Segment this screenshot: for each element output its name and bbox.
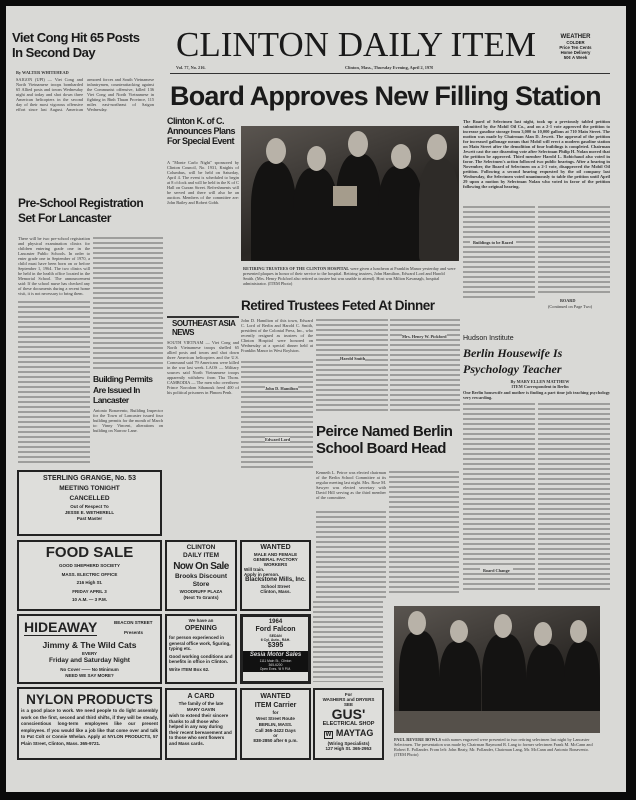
main-subhead: Buildings to be Razed bbox=[470, 240, 516, 245]
maytag-logo bbox=[317, 728, 380, 741]
delivery: Home Delivery bbox=[560, 50, 591, 55]
hospital-trustees-photo bbox=[241, 126, 459, 261]
ad-line: ELECTRICAL SHOP bbox=[322, 721, 375, 727]
ad-line: Good working conditions and benefits in office in Clinton. bbox=[169, 653, 233, 664]
ad-line: 10 A.M. — 3 P.M. bbox=[71, 597, 107, 602]
ad-line: SEDAN bbox=[269, 634, 282, 638]
ad-line: We have an bbox=[188, 618, 214, 623]
ad-line: CANCELLED bbox=[69, 495, 110, 502]
masthead-title: CLINTON DAILY ITEM bbox=[176, 25, 537, 64]
photo-credit: (ITEM Photo) bbox=[267, 281, 293, 286]
ad-line: Jimmy & The Wild Cats bbox=[42, 640, 137, 650]
hudson-column bbox=[538, 402, 610, 592]
volume-number: Vol. 77, No. 216. bbox=[176, 65, 206, 70]
ad-line: Presents bbox=[124, 630, 144, 635]
weather-forecast: COLDER bbox=[566, 40, 585, 45]
jump-line: (Continued on Page Two) bbox=[548, 304, 593, 309]
main-article-column bbox=[538, 205, 610, 295]
factory-workers-ad bbox=[240, 540, 311, 611]
ad-line: Write ITEM Box 62. bbox=[169, 666, 210, 672]
trustees-column bbox=[241, 360, 313, 470]
ad-line: GOOD SHEPHERD SOCIETY bbox=[58, 563, 120, 568]
paul-revere-bowls-photo bbox=[394, 606, 600, 733]
ad-title: STERLING GRANGE, No. 53 bbox=[43, 475, 136, 482]
ad-line: 1964 bbox=[268, 619, 283, 625]
photo2-caption bbox=[394, 737, 600, 757]
ad-line: 216 High St. bbox=[76, 580, 103, 585]
peirce-column bbox=[389, 470, 459, 595]
price: Price Ten Cents bbox=[559, 45, 592, 50]
ad-price: $395 bbox=[267, 642, 284, 649]
ad-line: 127 High St. 365-2953 bbox=[325, 746, 372, 751]
ad-line: For bbox=[344, 692, 353, 697]
ad-line: WASHERS and DRYERS bbox=[322, 697, 375, 702]
main-article-lead: The Board of Selectmen last night, took up a previously tabled petition submitted by the Mobil Oil Co., and on a 2-1 vote approved the petition to increase gasoline storage from 3,000 to 10,000 gallons at 710 Main Street. The motion was made by Chairman Alan D. Jewett. The approval of the petition for increased gallonage means that Mobil will erect a modern gasoline station on Main Street after the demolition of four buildings is completed. Chairman Jewett cast the one dissenting vote after Selectman Philip H. Nolan moved that the petition be approved. Third member Harold L. Robichaud also voted in favor. The Selectmen's action followed two public hearings. After a hearing in November, the Board of Selectmen on a 2-1 vote, disapproved the Mobil Oil petition. Following a second hearing requested by the oil company last Wednesday, the Selectmen voted unanimously to table the petition until April 29 upon a motion by Selectman Nolan who voted in favor of the petition following the original hearing. bbox=[463, 119, 610, 189]
main-headline: Board Approves New Filling Station bbox=[170, 81, 601, 111]
weather-box bbox=[553, 34, 598, 60]
weather-label: WEATHER bbox=[560, 34, 591, 40]
hideaway-ad bbox=[17, 614, 162, 684]
ad-line: BERLIN, MASS. bbox=[258, 722, 293, 727]
viet-byline: By WALTER WHITEHEAD bbox=[16, 70, 69, 75]
ad-line: Out of Respect To bbox=[70, 504, 109, 509]
seasia-headline: SOUTHEAST ASIA NEWS bbox=[172, 319, 236, 337]
ad-line: (Next To Grants) bbox=[183, 595, 219, 600]
seasia-text: SOUTH VIETNAM — Viet Cong and North Vietnamese troops shelled 65 allied posts and towns and shot down three American helicopters and the U.S. Command said 79 Americans were killed in the war last week. LAOS — Military sources said North Vietnamese troops apparently withdrew from Tha Thom. CAMBODIA — The men who overthrew Prince Norodom Sihanouk freed 400 of his political prisoners in Phnom Penh. bbox=[167, 340, 239, 395]
ad-title: FOOD SALE bbox=[45, 544, 134, 561]
caption-text: were given a luncheon at Franklin Manor yesterday and were presented plaques in honor of their service to the hospital. Retiring trustees, John Hamilton, Edward Lord and Harold Smith. (Mrs. Henry Pickford also retired as trustee but was unable to attend). Host was Milton Kavanagh, hospital administrator. bbox=[243, 266, 456, 286]
trustees-text: John D. Hamilton of this town, Edward C. Lord of Berlin and Harold C. Smith, president of the Colonial Press, Inc., who recently resigned as trustees of the Clinton Hospital were honored on Wednesday at a special dinner held at Franklin Manor in West Boylston. bbox=[241, 318, 313, 353]
ad-line: ITEM Carrier bbox=[254, 702, 297, 709]
ad-line: Apply in person. bbox=[244, 572, 280, 577]
ad-line: Blackstone Mills, Inc. bbox=[245, 577, 306, 583]
ad-line: 365-6200 bbox=[268, 663, 283, 667]
ad-line: Friday and Saturday Night bbox=[49, 657, 130, 664]
ad-title: GUS' bbox=[331, 706, 366, 722]
ad-title: WANTED bbox=[260, 693, 291, 700]
preschool-headline: Pre-School Registration Set For Lancaster bbox=[18, 196, 144, 225]
caption-lead: PAUL REVERE BOWLS bbox=[394, 737, 441, 742]
preschool-column bbox=[93, 236, 163, 371]
ad-line: MEETING TONIGHT bbox=[59, 485, 120, 492]
card-of-thanks-ad bbox=[165, 688, 237, 760]
ad-line: wish to extend their sincere thanks to all those who helped in any way during their recent bereavement and to those who sent flowers and Mass cards. bbox=[169, 713, 232, 746]
nylon-products-ad bbox=[17, 687, 162, 760]
ad-line: or bbox=[273, 733, 278, 738]
ad-title: Ford Falcon bbox=[255, 626, 296, 633]
trustees-headline: Retired Trustees Feted At Dinner bbox=[241, 298, 435, 313]
hudson-subhead: Board Change bbox=[480, 568, 513, 573]
divider bbox=[167, 316, 239, 318]
viet-text: SAIGON (UPI) — Viet Cong and North Vietnamese troops bombarded 65 Allied posts and towns Wednesday night and today and shot down three American helicopters in the second day of their most vigorous offensive effort since last August. American armored forces and South Vietnamese infantrymen, counterattacking against the Communist offensive, killed 136 Viet Cong and North Vietnamese in fighting in Binh Thuan Province, 115 miles east-northeast of Saigon Wednesday. bbox=[16, 77, 154, 112]
hudson-byline: By MARY ELLEN MATTHEW bbox=[510, 379, 570, 384]
ad-line: for person experienced in general office work, figuring, typing etc. bbox=[169, 635, 231, 651]
peirce-text: Kenneth L. Peirce was elected chairman of the Berlin School Committee at its regular meeting last night. Mrs. Rose M. Sawyer was elected secretary with David Hill serving as the third member of the committee. bbox=[316, 470, 386, 500]
peirce-headline: Peirce Named Berlin School Board Head bbox=[316, 423, 453, 457]
ad-text: is a good place to work. We need people to do light assembly work on the first, second and third shifts, if they will be steady, conscientious long-term employees like our present employees. If you would like a job like that come over and talk to Pat Colt or Connie Whelan. Apply at NYLON PRODUCTS, 57 Plain Street, Clinton, Mass. 365-9721. bbox=[21, 708, 158, 746]
ad-line: Open Eves. 'til 9 P.M. bbox=[259, 667, 292, 671]
kofc-headline: Clinton K. of C. Announces Plans For Special Event bbox=[167, 116, 236, 146]
ad-line: WORKERS bbox=[263, 562, 288, 567]
ad-line: No Cover —— No Minimum bbox=[60, 667, 119, 672]
ad-title: HIDEAWAY bbox=[24, 619, 98, 635]
caption-lead: RETIRING TRUSTEES OF THE CLINTON HOSPITAL bbox=[243, 266, 350, 271]
subhead: Mrs. Henry W. Pickford bbox=[402, 334, 447, 339]
subhead: John D. Hamilton bbox=[265, 386, 298, 391]
ad-line: Will train. bbox=[244, 567, 265, 572]
preschool-column bbox=[18, 300, 90, 465]
kofc-text: A "Monte Carlo Night" sponsored by Clinton Council, No. 1931, Knights of Columbus, will be held on Saturday, April 4. The event is scheduled to begin at 8 o'clock and will be held in the K of C Hall on Curran Street. Refreshments will be served and there will also be an auction. Members of the committee are: John Bailey and Robert Gobb. bbox=[167, 160, 239, 205]
food-sale-ad bbox=[17, 540, 162, 611]
ad-line: EVERY bbox=[81, 651, 98, 656]
hudson-column bbox=[463, 402, 535, 592]
job-opening-ad bbox=[165, 614, 237, 684]
dateline: Clinton, Mass., Thursday Evening, April 2, 1970 bbox=[345, 65, 434, 70]
ad-line: for bbox=[272, 710, 279, 715]
trustees-column bbox=[316, 318, 388, 413]
peirce-column-continued bbox=[313, 600, 383, 682]
ford-falcon-ad bbox=[240, 614, 311, 684]
dealer-name: Sesia Motor Sales bbox=[249, 652, 302, 658]
subhead: Harold Smith bbox=[340, 356, 366, 361]
delivery-price: 50¢ A Week bbox=[563, 55, 588, 60]
ad-line: NEED WE SAY MORE? bbox=[65, 673, 114, 678]
ad-line: MALE AND FEMALE bbox=[253, 552, 298, 557]
item-on-sale-ad bbox=[165, 540, 237, 611]
preschool-text: There will be two pre-school registration and physical examination clinics for children entering grade one in the Lancaster Public Schools. In order to enter grade one in September of 1970, a child must have been born on or before September 1, 1964. The two clinics will be held in the health office located in the Memorial School. The announcement said: If the school nurse has checked any of these documents during a recent home visit, it is not necessary to bring them. bbox=[18, 236, 90, 296]
maytag-icon: W bbox=[325, 732, 332, 738]
ad-line: CLINTON bbox=[186, 544, 216, 551]
peirce-column bbox=[316, 510, 386, 600]
ad-line: 1111 Main St., Clinton bbox=[259, 659, 292, 663]
ad-line: Past Master bbox=[76, 516, 103, 521]
ad-line: MARY GAVIN bbox=[186, 707, 216, 712]
viet-headline: Viet Cong Hit 65 Posts In Second Day bbox=[12, 30, 140, 60]
sterling-grange-ad bbox=[17, 470, 162, 536]
permits-headline: Building Permits Are Issued In Lancaster bbox=[93, 374, 153, 405]
ad-line: Brooks Discount bbox=[174, 573, 227, 580]
ad-line: The family of the late bbox=[178, 701, 224, 706]
ad-line: GENERAL FACTORY bbox=[253, 557, 298, 562]
item-carrier-ad bbox=[240, 688, 311, 760]
trustees-column bbox=[390, 318, 460, 413]
ad-line: MASS. ELECTRIC OFFICE bbox=[61, 571, 118, 577]
gus-electrical-ad bbox=[313, 688, 384, 760]
subhead: Edward Lord bbox=[265, 437, 291, 442]
ad-title: OPENING bbox=[184, 625, 218, 632]
ad-line: West Street Route bbox=[256, 716, 295, 721]
ad-line: Store bbox=[192, 581, 210, 588]
hudson-headline: Berlin Housewife Is Psychology Teacher bbox=[463, 346, 563, 376]
main-article-column bbox=[463, 205, 535, 300]
permits-text: Antonio Bonavento, Building Inspector for the Town of Lancaster issued four building permits for the month of March to: Vinny Vincent, alterations on building on Narrow Lane. bbox=[93, 408, 163, 433]
photo1-caption bbox=[243, 266, 457, 286]
hudson-kicker: Hudson Institute bbox=[463, 335, 514, 342]
hudson-byline-title: ITEM Correspondent in Berlin bbox=[511, 384, 569, 389]
masthead-rule bbox=[170, 73, 610, 74]
ad-line: BEACON STREET bbox=[114, 620, 153, 625]
ad-line: 838-2850 after 6 p.m. bbox=[253, 738, 298, 743]
maytag-label: MAYTAG bbox=[335, 728, 374, 738]
photo-credit: (ITEM Photo) bbox=[394, 752, 419, 757]
ad-line: School Street bbox=[260, 584, 290, 589]
ad-line: FRIDAY APRIL 3 bbox=[72, 588, 107, 594]
ad-line: DAILY ITEM bbox=[182, 552, 220, 559]
hudson-lead: One Berlin housewife and mother is finding a part time job teaching psychology very rewarding. bbox=[463, 390, 610, 400]
ad-line: Call 365-3422 Days bbox=[255, 728, 296, 733]
ad-line: (Wiring Specialists) bbox=[327, 741, 370, 746]
ad-title: A CARD bbox=[187, 693, 215, 700]
ad-line: 6 Cyl. Auto., R&H. bbox=[260, 638, 291, 642]
ad-title: NYLON PRODUCTS bbox=[26, 692, 153, 707]
jump-label: BOARD bbox=[560, 298, 576, 303]
ad-title: WANTED bbox=[260, 544, 291, 551]
ad-line: JESSE E. WETHERELL bbox=[64, 510, 115, 515]
ad-title: Now On Sale bbox=[173, 561, 229, 572]
ad-line: WOODRUFF PLAZA bbox=[179, 589, 223, 594]
ad-line: SEE bbox=[343, 702, 353, 707]
ad-line: Clinton, Mass. bbox=[260, 589, 291, 594]
caption-text: with names engraved were presented to two retiring selectmen last night by Lancaster Selectmen. The presentation was made by Chairman Raymond R. Lang to former selectmen Frank M. McCann and Robert E. Pollander. From left: John Beaty, Mr. Pollander, Chairman Lang, Mr. McCann and Antonio Bonavento. bbox=[394, 737, 593, 752]
